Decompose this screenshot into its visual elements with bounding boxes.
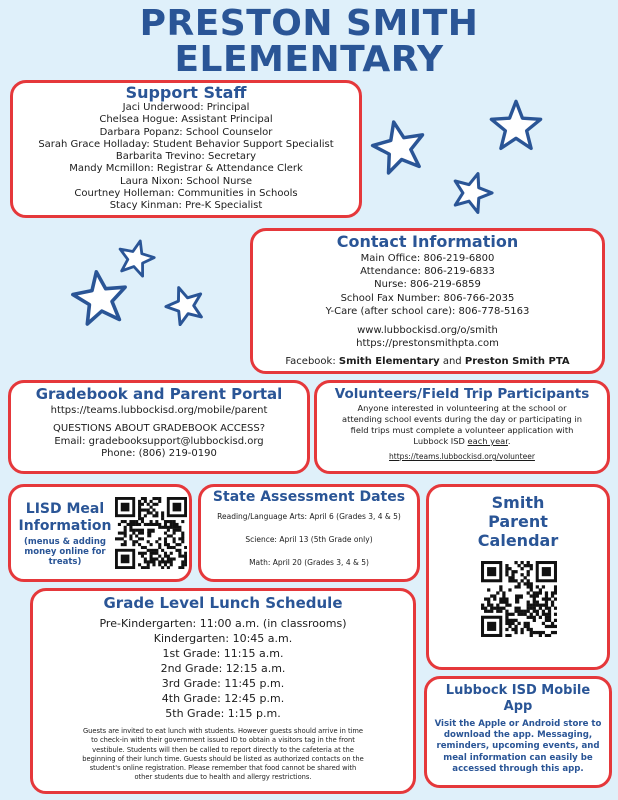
lunch-time: 5th Grade: 1:15 p.m. (165, 707, 281, 720)
gradebook-question: QUESTIONS ABOUT GRADEBOOK ACCESS? (52, 423, 266, 434)
contact-website[interactable]: https://prestonsmithpta.com (356, 338, 499, 350)
lunch-time: 3rd Grade: 11:45 p.m. (161, 677, 285, 690)
lunch-heading: Grade Level Lunch Schedule (103, 594, 343, 612)
contact-phone: Main Office: 806-219-6800 (360, 253, 495, 264)
page-title-line2: ELEMENTARY (174, 39, 444, 80)
each-year-text: each year (467, 436, 508, 446)
meal-qr-code[interactable] (115, 497, 187, 569)
gradebook-heading: Gradebook and Parent Portal (35, 385, 283, 403)
gradebook-box (8, 380, 310, 474)
calendar-heading: Parent (488, 512, 548, 531)
support-staff-box (10, 80, 362, 218)
volunteers-box (314, 380, 610, 474)
lunch-note: to check-in with their government issued ID to obtain a visitors tag in the front (91, 736, 355, 745)
gradebook-email[interactable]: Email: gradebooksupport@lubbockisd.org (54, 435, 264, 447)
staff-member: Mandy Mcmillon: Registrar & Attendance Clerk (69, 163, 303, 175)
volunteers-text: Lubbock ISD (413, 436, 468, 446)
app-text: download the app. Messaging, (443, 730, 593, 741)
lunch-note: vestibule. Students will then be called to report directly to the cafeteria at the (92, 745, 354, 754)
star-icon (370, 118, 428, 176)
calendar-heading: Calendar (477, 531, 559, 550)
app-heading: App (503, 699, 533, 714)
calendar-box (426, 484, 610, 670)
staff-member: Courtney Holleman: Communities in Schools (74, 188, 298, 200)
contact-heading: Contact Information (336, 232, 519, 251)
app-text: Visit the Apple or Android store to (434, 719, 602, 729)
lunch-note: beginning of their lunch time. Guests should be listed as authorized contacts on the (82, 754, 364, 763)
mobile-app-box (424, 676, 612, 788)
volunteer-link[interactable]: https://teams.lubbockisd.org/volunteer (389, 452, 535, 461)
app-text: accessed through this app. (452, 763, 584, 774)
staff-member: Laura Nixon: School Nurse (120, 175, 252, 187)
facebook-page-smith[interactable]: Smith Elementary (338, 356, 440, 368)
star-icon (450, 170, 494, 214)
assessment-date: Science: April 13 (5th Grade only) (245, 535, 373, 544)
app-text: reminders, upcoming events, and (436, 741, 600, 752)
assessment-heading: State Assessment Dates (212, 489, 406, 505)
facebook-label: Facebook: (285, 356, 336, 368)
lunch-note: student's online registration. Please remember that food cannot be shared with (89, 764, 357, 773)
meal-subtext: treats) (48, 557, 82, 567)
staff-member: Chelsea Hogue: Assistant Principal (99, 114, 273, 126)
gradebook-url[interactable]: https://teams.lubbockisd.org/mobile/parent (50, 405, 268, 416)
lunch-time: Kindergarten: 10:45 a.m. (153, 632, 293, 645)
meal-heading: Information (18, 518, 112, 534)
meal-subtext: (menus & adding (24, 537, 106, 547)
lunch-note: Guests are invited to eat lunch with students. However guests should arrive in time (82, 727, 364, 735)
contact-info-box (250, 228, 605, 374)
assessment-date: Reading/Language Arts: April 6 (Grades 3, 4 & 5) (217, 512, 401, 521)
volunteers-text: attending school events during the day or participating in (341, 414, 583, 424)
star-icon (116, 238, 156, 278)
calendar-qr-code[interactable] (481, 561, 557, 637)
staff-member: Sarah Grace Holladay: Student Behavior Support Specialist (38, 138, 334, 150)
staff-member: Darbara Popanz: School Counselor (99, 126, 273, 138)
support-staff-heading: Support Staff (125, 83, 247, 102)
meal-info-box (8, 484, 192, 582)
facebook-page-pta[interactable]: Preston Smith PTA (464, 356, 570, 368)
assessment-box (198, 484, 420, 582)
contact-website[interactable]: www.lubbockisd.org/o/smith (357, 325, 498, 337)
assessment-date: Math: April 20 (Grades 3, 4 & 5) (249, 558, 369, 567)
meal-subtext: money online for (24, 547, 106, 557)
app-text: meal information can easily be (443, 752, 593, 763)
meal-heading: LISD Meal (25, 501, 105, 517)
facebook-and: and (442, 356, 462, 368)
volunteers-text: Anyone interested in volunteering at the school or (357, 403, 567, 413)
calendar-heading: Smith (491, 493, 545, 512)
page-title-line1: PRESTON SMITH (139, 3, 479, 44)
lunch-box (30, 588, 416, 794)
lunch-time: 4th Grade: 12:45 p.m. (161, 692, 285, 705)
staff-member: Jaci Underwood: Principal (122, 102, 250, 113)
contact-phone: School Fax Number: 806-766-2035 (340, 292, 515, 304)
volunteers-text: field trips must complete a volunteer application with (350, 425, 574, 435)
staff-member: Barbarita Trevino: Secretary (115, 151, 257, 163)
volunteers-heading: Volunteers/Field Trip Participants (334, 386, 590, 402)
app-heading: Lubbock ISD Mobile (445, 683, 591, 698)
star-icon (488, 98, 544, 154)
lunch-time: 2nd Grade: 12:15 a.m. (160, 662, 286, 675)
staff-member: Stacy Kinman: Pre-K Specialist (109, 200, 263, 212)
lunch-note: other students due to health and allergy restrictions. (134, 773, 312, 782)
gradebook-phone: Phone: (806) 219-0190 (101, 448, 217, 459)
contact-phone: Nurse: 806-219-6859 (374, 279, 481, 291)
lunch-time: 1st Grade: 11:15 a.m. (162, 647, 284, 660)
volunteers-period: . (507, 436, 511, 446)
star-icon (164, 284, 206, 326)
lunch-time: Pre-Kindergarten: 11:00 a.m. (in classrooms) (99, 617, 347, 630)
contact-phone: Attendance: 806-219-6833 (360, 266, 495, 278)
contact-phone: Y-Care (after school care): 806-778-5163 (325, 305, 530, 317)
